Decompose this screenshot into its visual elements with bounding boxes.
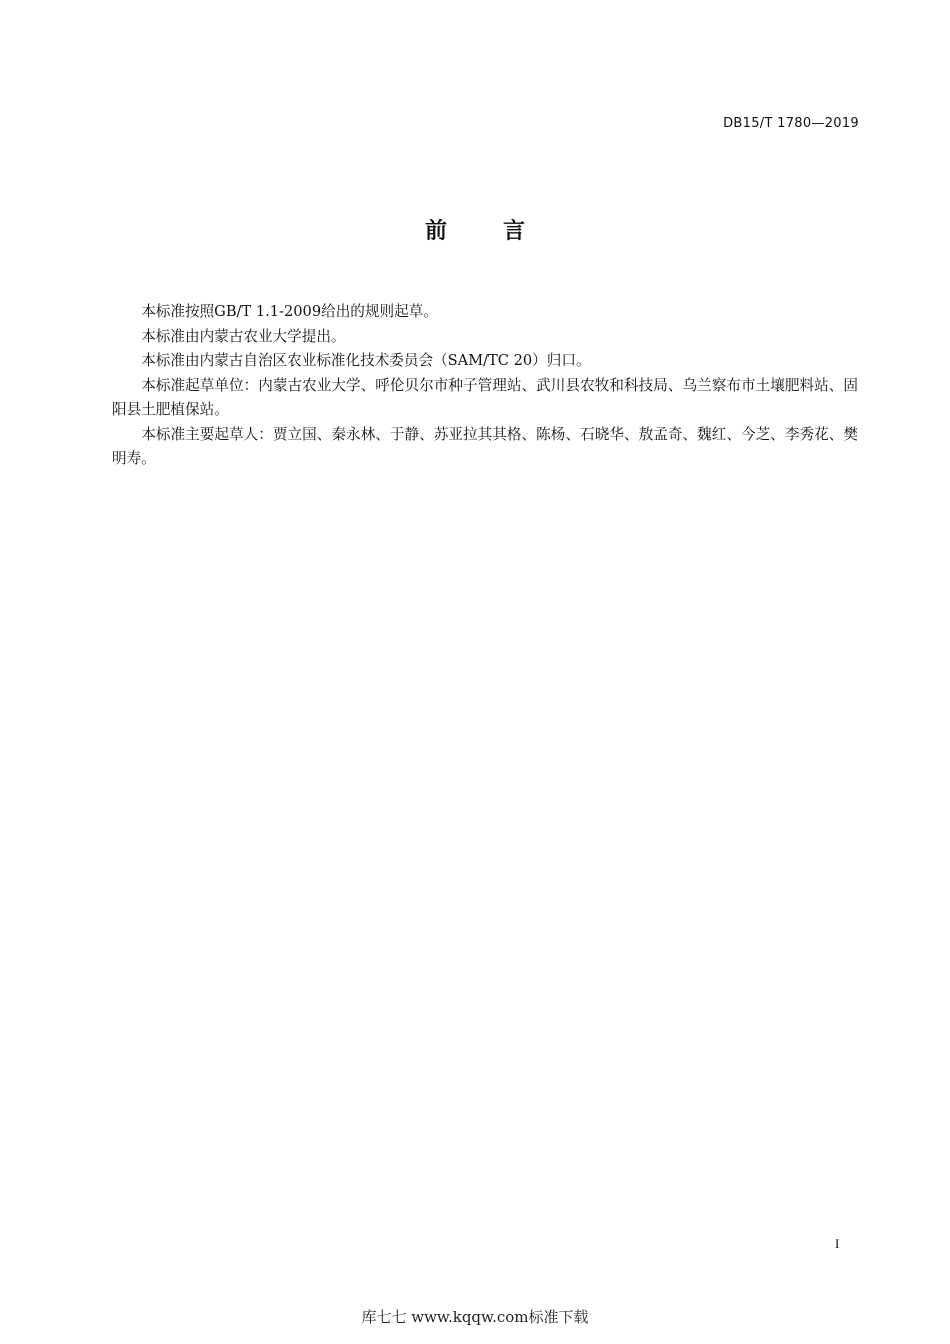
paragraph-proposer: 本标准由内蒙古农业大学提出。 [141,327,346,345]
document-code: DB15/T 1780—2019 [723,116,859,131]
page-title [0,214,950,245]
paragraph-drafting-rules: 本标准按照GB/T 1.1-2009给出的规则起草。 [141,303,438,320]
footer-watermark: 库七七 www.kqqw.com标准下载 [361,1308,589,1326]
foreword-body [112,300,858,472]
title-char-2: 言 [503,219,526,244]
title-char-1: 前 [424,219,447,244]
paragraph-drafting-units: 本标准起草单位：内蒙古农业大学、呼伦贝尔市种子管理站、武川县农牧和科技局、乌兰察布市土壤肥料站、固阳县土肥植保站。 [112,376,858,418]
paragraph-drafters: 本标准主要起草人：贾立国、秦永林、于静、苏亚拉其其格、陈杨、石晓华、敖孟奇、魏红、今芝、李秀花、樊明寿。 [112,425,858,467]
page-number: I [835,1236,840,1251]
paragraph-committee: 本标准由内蒙古自治区农业标准化技术委员会（SAM/TC 20）归口。 [141,352,591,369]
